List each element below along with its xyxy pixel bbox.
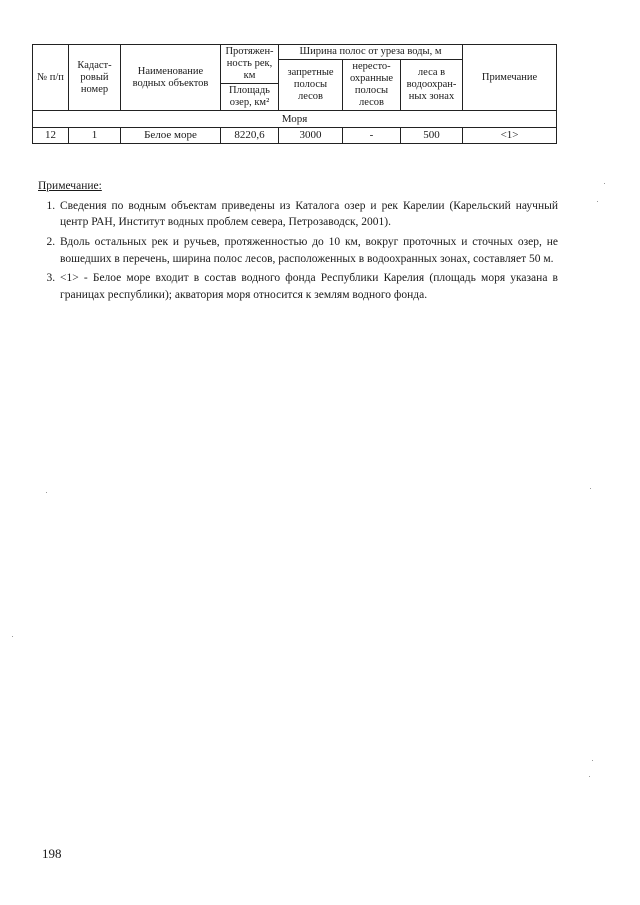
header-cadastral: Кадаст-ровый номер <box>69 45 121 111</box>
cell-cadastral: 1 <box>69 128 121 144</box>
cell-name: Белое море <box>121 128 221 144</box>
scan-speck <box>604 183 605 184</box>
cell-num: 12 <box>33 128 69 144</box>
scan-speck <box>46 492 47 493</box>
scan-speck <box>597 201 598 202</box>
header-width-group: Ширина полос от уреза воды, м <box>279 45 463 60</box>
header-remark: Примечание <box>463 45 557 111</box>
note-item: 1. Сведения по водным объектам приведены из Каталога озер и рек Карелии (Карельский научный центр РАН, Институт водных проблем севера, Петрозаводск, 2001). <box>58 198 558 231</box>
cell-value: 8220,6 <box>221 128 279 144</box>
note-item: 2. Вдоль остальных рек и ручьев, протяженностью до 10 км, вокруг проточных и сточных озер, не вошедших в перечень, ширина полос лесов, расположенных в водоохранных зонах, составляет 50 м. <box>58 234 558 267</box>
cell-forbidden: 3000 <box>279 128 343 144</box>
cell-spawning: - <box>343 128 401 144</box>
page-number: 198 <box>42 846 62 861</box>
notes-title: Примечание: <box>38 180 102 192</box>
section-title: Моря <box>33 111 557 128</box>
notes-section <box>38 178 558 307</box>
scan-speck <box>590 488 591 489</box>
scan-speck <box>589 776 590 777</box>
scan-speck <box>592 760 593 761</box>
cell-water-protection: 500 <box>401 128 463 144</box>
notes-list <box>38 198 558 304</box>
cell-remark: <1> <box>463 128 557 144</box>
note-item: 3. <1> - Белое море входит в состав водного фонда Республики Карелия (площадь моря указана в границах республики); акватория моря относится к землям водного фонда. <box>58 270 558 303</box>
header-water-protection: леса в водоохран-ных зонах <box>401 60 463 111</box>
scan-speck <box>12 636 13 637</box>
header-area: Площадь озер, км² <box>221 84 279 111</box>
water-bodies-table <box>32 44 557 144</box>
header-name: Наименование водных объектов <box>121 45 221 111</box>
table-row <box>33 128 557 144</box>
header-spawning: нересто-охранные полосы лесов <box>343 60 401 111</box>
header-forbidden: запретные полосы лесов <box>279 60 343 111</box>
header-length: Протяжен-ность рек, км <box>221 45 279 84</box>
header-num: № п/п <box>33 45 69 111</box>
